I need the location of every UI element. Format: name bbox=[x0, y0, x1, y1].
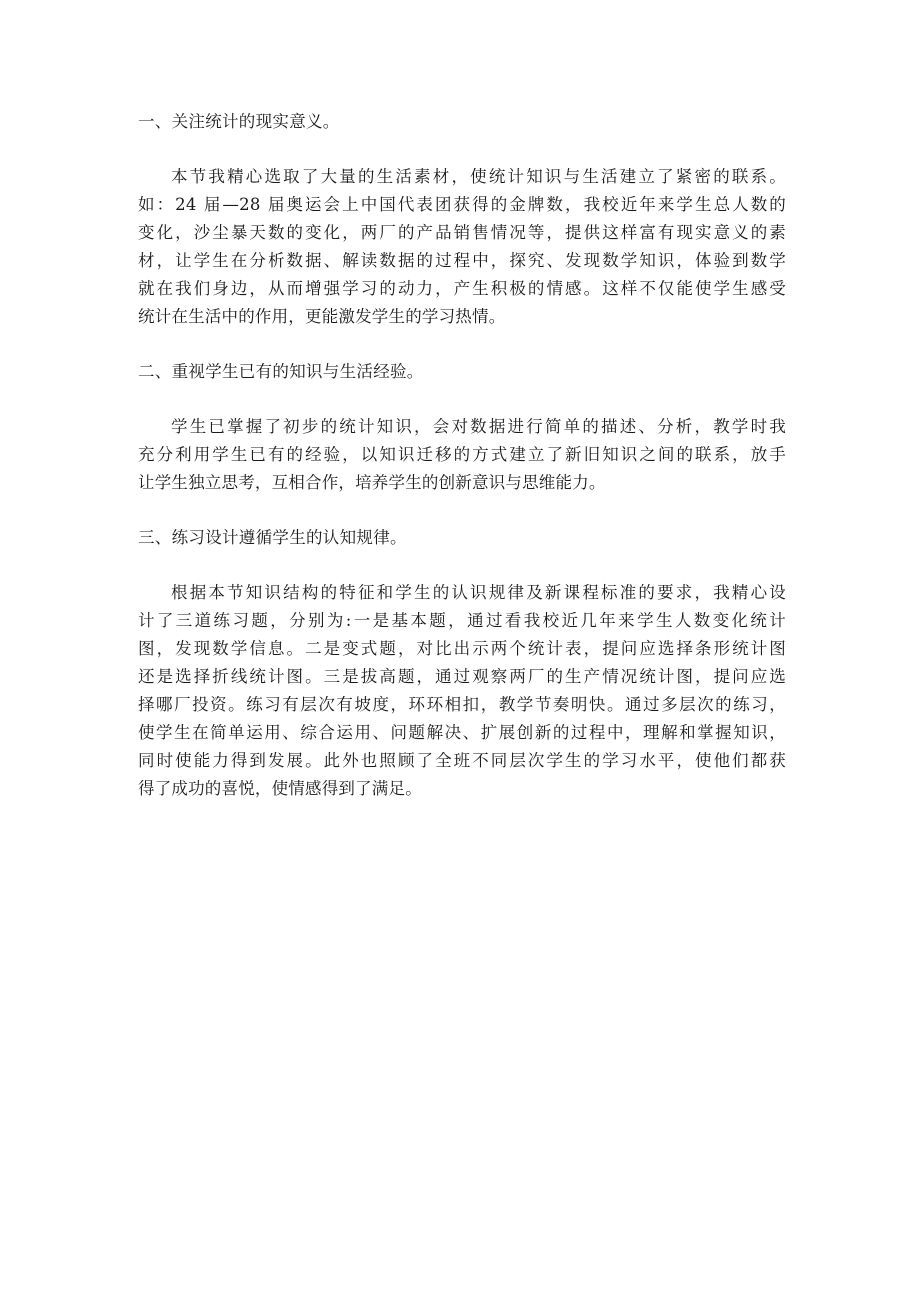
paragraph-line: 还是选择折线统计图。三是拔高题，通过观察两厂的生产情况统计图，提问应选 bbox=[138, 667, 786, 686]
paragraph-line: 如：24 届—28 届奥运会上中国代表团获得的金牌数，我校近年来学生总人数的 bbox=[138, 195, 786, 214]
paragraph-line: 材，让学生在分析数据、解读数据的过程中，探究、发现数学知识，体验到数学 bbox=[138, 251, 786, 270]
paragraph-line: 使学生在简单运用、综合运用、问题解决、扩展创新的过程中，理解和掌握知识， bbox=[138, 723, 786, 742]
section-paragraph-2 bbox=[138, 413, 786, 497]
paragraph-line: 变化，沙尘暴天数的变化，两厂的产品销售情况等，提供这样富有现实意义的素 bbox=[138, 223, 786, 242]
section-heading-2: 二、重视学生已有的知识与生活经验。 bbox=[138, 362, 424, 381]
paragraph-line: 让学生独立思考，互相合作，培养学生的创新意识与思维能力。 bbox=[138, 473, 606, 492]
paragraph-line: 同时使能力得到发展。此外也照顾了全班不同层次学生的学习水平，使他们都获 bbox=[138, 751, 786, 770]
paragraph-line: 充分利用学生已有的经验，以知识迁移的方式建立了新旧知识之间的联系，放手 bbox=[138, 445, 786, 464]
paragraph-line: 根据本节知识结构的特征和学生的认识规律及新课程标准的要求，我精心设 bbox=[171, 583, 786, 602]
paragraph-line: 计了三道练习题，分别为:一是基本题，通过看我校近几年来学生人数变化统计 bbox=[138, 611, 786, 630]
document-body bbox=[138, 108, 786, 803]
paragraph-line: 统计在生活中的作用，更能激发学生的学习热情。 bbox=[138, 307, 506, 326]
paragraph-line: 得了成功的喜悦，使情感得到了满足。 bbox=[138, 779, 422, 798]
paragraph-line: 学生已掌握了初步的统计知识，会对数据进行简单的描述、分析，教学时我 bbox=[171, 417, 786, 436]
section-paragraph-1 bbox=[138, 163, 786, 331]
section-heading-1: 一、关注统计的现实意义。 bbox=[138, 112, 340, 131]
paragraph-line: 图，发现数学信息。二是变式题，对比出示两个统计表，提问应选择条形统计图 bbox=[138, 639, 786, 658]
paragraph-line: 就在我们身边，从而增强学习的动力，产生积极的情感。这样不仅能使学生感受 bbox=[138, 279, 786, 298]
section-heading-3: 三、练习设计遵循学生的认知规律。 bbox=[138, 528, 407, 547]
paragraph-line: 择哪厂投资。练习有层次有坡度，环环相扣，教学节奏明快。通过多层次的练习， bbox=[138, 695, 786, 714]
paragraph-line: 本节我精心选取了大量的生活素材，使统计知识与生活建立了紧密的联系。 bbox=[171, 167, 786, 186]
section-paragraph-3 bbox=[138, 579, 786, 803]
